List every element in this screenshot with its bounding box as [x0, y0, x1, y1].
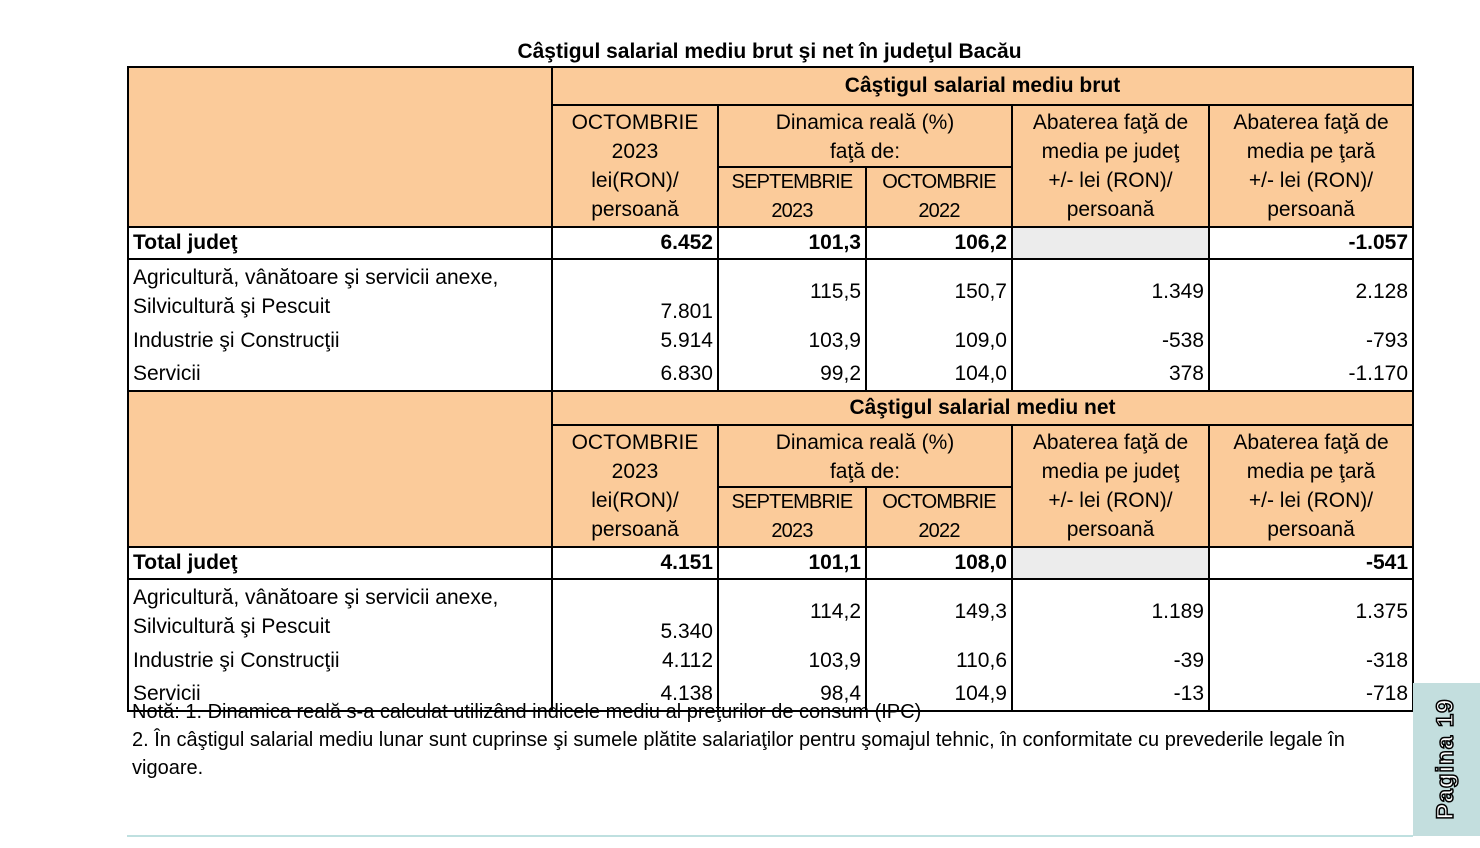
- table-title: Câştigul salarial mediu brut şi net în judeţul Bacău: [517, 40, 1022, 63]
- note-line-2: 2. În câştigul salarial mediu lunar sunt cuprinse şi sumele plătite salariaţilor pentru şomajul tehnic, în conformitate cu prevederile legale în vigoare.: [132, 729, 1345, 779]
- net-row-oct: 149,3: [866, 579, 1012, 644]
- net-row-dev-tara: -318: [1209, 644, 1413, 677]
- net-total-dev-tara: -541: [1209, 547, 1413, 579]
- brut-row-value: 5.914: [552, 324, 718, 357]
- brut-total-sep: 101,3: [718, 227, 866, 259]
- brut-dev-tara-header: Abaterea faţă de media pe ţară +/- lei (RON)/ persoană: [1209, 105, 1413, 227]
- net-row-sep: 98,4: [718, 677, 866, 711]
- net-row-sep: 103,9: [718, 644, 866, 677]
- brut-row-oct: 150,7: [866, 259, 1012, 324]
- net-dev-tara-header: Abaterea faţă de media pe ţară +/- lei (RON)/ persoană: [1209, 425, 1413, 547]
- brut-row-value: 7.801: [552, 259, 718, 324]
- brut-row-dev-tara: -1.170: [1209, 357, 1413, 391]
- brut-row-dev-tara: 2.128: [1209, 259, 1413, 324]
- net-row-oct: 110,6: [866, 644, 1012, 677]
- brut-total-row: [128, 227, 1413, 259]
- table-row: [128, 644, 1413, 677]
- brut-row-dev-judet: -538: [1012, 324, 1209, 357]
- brut-row-label: Agricultură, vânătoare şi servicii anexe, Silvicultură şi Pescuit: [128, 259, 552, 324]
- table-row: [128, 579, 1413, 644]
- net-period-header: OCTOMBRIE 2023 lei(RON)/ persoană: [552, 425, 718, 547]
- brut-total-label: Total judeţ: [128, 227, 552, 259]
- net-row-dev-tara: 1.375: [1209, 579, 1413, 644]
- brut-row-sep: 103,9: [718, 324, 866, 357]
- page-number-tab: [1413, 683, 1480, 836]
- brut-dynamics-header: Dinamica reală (%) faţă de:: [718, 105, 1012, 167]
- brut-row-oct: 109,0: [866, 324, 1012, 357]
- brut-total-oct: 106,2: [866, 227, 1012, 259]
- salary-table: [127, 66, 1414, 712]
- net-total-sep: 101,1: [718, 547, 866, 579]
- brut-row-label: Servicii: [128, 357, 552, 391]
- net-row-label: Agricultură, vânătoare şi servicii anexe, Silvicultură şi Pescuit: [128, 579, 552, 644]
- brut-total-dev-tara: -1.057: [1209, 227, 1413, 259]
- brut-section-title: Câştigul salarial mediu brut: [552, 67, 1413, 105]
- table-row: [128, 324, 1413, 357]
- table-notes: [132, 698, 1407, 782]
- brut-header-blank: [128, 67, 552, 227]
- brut-period-header: OCTOMBRIE 2023 lei(RON)/ persoană: [552, 105, 718, 227]
- net-total-label: Total judeţ: [128, 547, 552, 579]
- net-dynamics-header: Dinamica reală (%) faţă de:: [718, 425, 1012, 487]
- net-row-value: 5.340: [552, 579, 718, 644]
- net-section-title: Câştigul salarial mediu net: [552, 391, 1413, 425]
- net-row-label: Servicii: [128, 677, 552, 711]
- net-total-row: [128, 547, 1413, 579]
- table-row: [128, 357, 1413, 391]
- net-total-dev-judet: [1012, 547, 1209, 579]
- brut-row-dev-judet: 378: [1012, 357, 1209, 391]
- net-row-dev-judet: -13: [1012, 677, 1209, 711]
- page-number-label: Pagina 19: [1432, 698, 1459, 820]
- net-header-blank: [128, 391, 552, 547]
- brut-row-oct: 104,0: [866, 357, 1012, 391]
- brut-dev-judet-header: Abaterea faţă de media pe judeţ +/- lei (RON)/ persoană: [1012, 105, 1209, 227]
- net-row-dev-judet: 1.189: [1012, 579, 1209, 644]
- net-row-dev-tara: -718: [1209, 677, 1413, 711]
- net-total-oct: 108,0: [866, 547, 1012, 579]
- net-row-value: 4.138: [552, 677, 718, 711]
- table-row: [128, 259, 1413, 324]
- note-line-1: Notă: 1. Dinamica reală s-a calculat utilizând indicele mediu al preţurilor de consum (IPC): [132, 701, 922, 723]
- brut-row-sep: 115,5: [718, 259, 866, 324]
- net-row-value: 4.112: [552, 644, 718, 677]
- brut-row-dev-judet: 1.349: [1012, 259, 1209, 324]
- net-row-oct: 104,9: [866, 677, 1012, 711]
- brut-row-dev-tara: -793: [1209, 324, 1413, 357]
- brut-row-value: 6.830: [552, 357, 718, 391]
- net-sep-header: SEPTEMBRIE 2023: [718, 487, 866, 547]
- net-dev-judet-header: Abaterea faţă de media pe judeţ +/- lei (RON)/ persoană: [1012, 425, 1209, 547]
- net-row-label: Industrie şi Construcţii: [128, 644, 552, 677]
- net-row-dev-judet: -39: [1012, 644, 1209, 677]
- brut-oct-header: OCTOMBRIE 2022: [866, 167, 1012, 227]
- net-oct-header: OCTOMBRIE 2022: [866, 487, 1012, 547]
- brut-total-value: 6.452: [552, 227, 718, 259]
- footer-divider: [127, 835, 1413, 837]
- brut-row-label: Industrie şi Construcţii: [128, 324, 552, 357]
- net-row-sep: 114,2: [718, 579, 866, 644]
- brut-sep-header: SEPTEMBRIE 2023: [718, 167, 866, 227]
- brut-row-sep: 99,2: [718, 357, 866, 391]
- brut-total-dev-judet: [1012, 227, 1209, 259]
- net-total-value: 4.151: [552, 547, 718, 579]
